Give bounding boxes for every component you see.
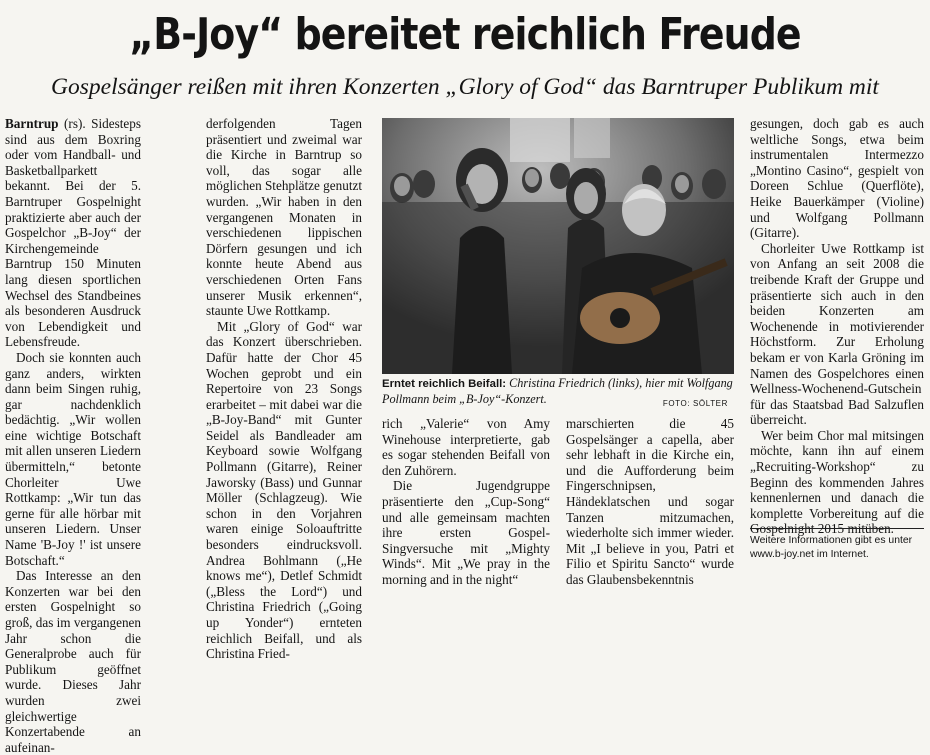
subheadline: Gospelsänger reißen mit ihren Konzerten „Glory of God“ das Barntruper Publikum mit	[51, 74, 879, 100]
paragraph: Doch sie konnten auch ganz anders, wirkten dann beim Singen ruhig, gar nachdenklich bedächtig. „Wir wollen eine wichtige Botschaft mit allen unseren Liedern übermitteln,“ betonte Chorleiter Uwe Rottkamp: „Wir tun das gerne für alle hörbar mit unseren Liedern. Unser Name 'B-Joy !' ist unsere Botschaft.“	[5, 349, 141, 568]
concert-photo	[382, 118, 734, 374]
paragraph: Chorleiter Uwe Rottkamp ist von Anfang an seit 2008 die treibende Kraft der Gruppe und präsentierte sich auch in den beiden Konzerten am Wochenende in motivierender Höchstform. Zur Erholung bekam er von Karla Gröning im Namen des Gospelchores einen Wellness-Wochenend-Gutschein für das Staatsbad Bad Salzuflen überreicht.	[750, 240, 924, 428]
article-column-2	[206, 116, 363, 662]
paragraph: Wer beim Chor mal mitsingen möchte, kann ihn auf einem „Recruiting-Workshop“ zu Beginn des kommenden Jahres kennenlernen und danach die komplette Vorbereitung auf die Gospelnight 2015 mitüben.	[750, 427, 924, 537]
paragraph: Das Interesse an den Konzerten war bei den ersten Gospelnight so groß, das im vergangenen Jahr schon die Generalprobe auch für Publikum geöffnet wurde. Dieses Jahr wurden zwei gleichwertige Konzertabende an aufeinan-	[5, 568, 141, 755]
dateline: Barntrup	[5, 116, 59, 131]
article-column-4	[566, 416, 734, 587]
paragraph: Die Jugendgruppe präsentierte den „Cup-Song“ und alle gemeinsam machten ihre ersten Gospel-Singversuche mit „Mighty Winds“. Mit „We pray in the morning and in the night“	[382, 478, 550, 587]
photo-caption	[382, 376, 734, 412]
caption-lead: Erntet reichlich Beifall:	[382, 378, 507, 390]
paragraph: rich „Valerie“ von Amy Winehouse interpretierte, gab es sogar stehenden Beifall von den Zuhörern.	[382, 416, 550, 478]
photo-credit: FOTO: SÖLTER	[662, 399, 728, 409]
info-line: Weitere Informationen gibt es unter	[750, 535, 913, 546]
paragraph: derfolgenden Tagen präsentiert und zweimal war die Kirche in Barntrup so voll, das sogar alle möglichen Stehplätze genutzt wurden. „Wir haben in den vergangenen Monaten in verschiedenen lippischen Dörfern gesungen und ich konnte heute Abend aus verschiedenen Orten Fans unserer Musik erkennen“, staunte Uwe Rottkamp.	[206, 116, 363, 319]
paragraph: Mit „Glory of God“ war das Konzert überschrieben. Dafür hatte der Chor 45 Wochen geprobt und ein Repertoire von 23 Songs erarbeitet – mit dabei war die „B-Joy-Band“ mit Gunter Seidel als Bandleader am Keyboard sowie Wolfgang Pollmann (Gitarre), Reiner Jaworsky (Bass) und Gunnar Möller (Schlagzeug). Wie schon in den Vorjahren waren einige Soloauftritte besonders eindrucksvoll. Andrea Bohlmann („He knows me“), Detlef Schmidt („Bless the Lord“) und Christina Friedrich („Going up Yonder“) ernteten reichlich Beifall, und als Christina Fried-	[206, 318, 362, 662]
article-column-1	[5, 116, 141, 755]
headline: „B-Joy“ bereitet reichlich Freude	[129, 9, 801, 60]
paragraph-text: (rs). Sidesteps sind aus dem Boxring oder vom Handball- und Basketballparkett bekannt. Bei der 5. Barntruper Gospelnight praktizierte aber auch der Gospelchor „B-Joy“ der Kirchengemeinde Barntrup 150 Minuten lang diesen sportlichen Wechsel des Standbeines als besonderen Ausdruck von Lebendigkeit und Lebensfreude.	[5, 116, 141, 350]
concert-photo-image	[382, 118, 734, 374]
paragraph: marschierten die 45 Gospelsänger a capella, aber sehr lebhaft in die Kirche ein, und die Aufforderung beim Fingerschnipsen, Händeklatschen und sogar Tanzen mitzumachen, wiederholte sich immer wieder. Mit „I believe in you, Patri et Filio et Spiritu Sancto“ wurde das Glaubensbekenntnis	[566, 416, 734, 587]
article-column-3	[382, 416, 550, 587]
info-box	[750, 528, 924, 566]
article-column-5	[750, 116, 924, 536]
info-link[interactable]: www.b-joy.net im Internet.	[750, 549, 869, 560]
paragraph: gesungen, doch gab es auch weltliche Songs, etwa beim instrumentalen Intermezzo „Montino Casino“, gespielt von Doreen Schlue (Querflöte), Heike Bauerkämper (Violine) und Wolfgang Pollmann (Gitarre).	[750, 116, 924, 241]
paragraph	[5, 116, 141, 350]
caption-text: Christina Friedrich (links), hier mit Wolfgang Pollmann beim „B-Joy“-Konzert.	[382, 376, 733, 406]
